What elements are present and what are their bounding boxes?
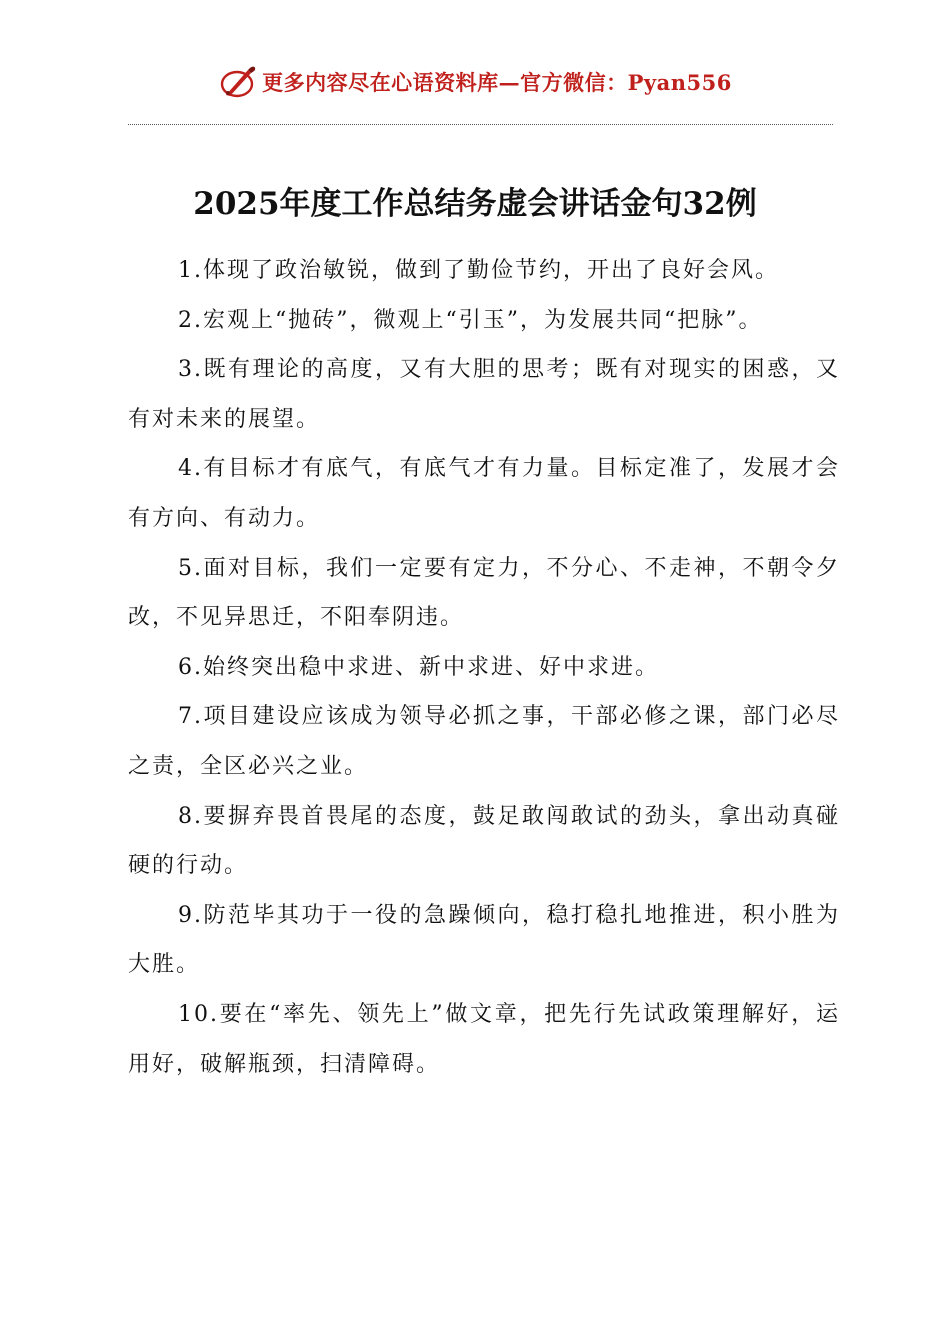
document-body <box>128 246 840 1089</box>
header-banner-text: 更多内容尽在心语资料库—官方微信：Pyan556 <box>262 70 732 95</box>
paragraph: 7.项目建设应该成为领导必抓之事，干部必修之课，部门必尽之责，全区必兴之业。 <box>128 704 840 779</box>
page-header <box>0 62 950 102</box>
paragraph: 1.体现了政治敏锐，做到了勤俭节约，开出了良好会风。 <box>178 258 779 283</box>
paragraph: 4.有目标才有底气，有底气才有力量。目标定准了，发展才会有方向、有动力。 <box>128 456 840 531</box>
paragraph: 2.宏观上“抛砖”，微观上“引玉”，为发展共同“把脉”。 <box>178 307 763 333</box>
document-title: 2025年度工作总结务虚会讲话金句32例 <box>193 186 757 222</box>
paragraph: 8.要摒弃畏首畏尾的态度，鼓足敢闯敢试的劲头，拿出动真碰硬的行动。 <box>128 803 840 879</box>
header-divider <box>128 124 833 125</box>
paragraph: 3.既有理论的高度，又有大胆的思考；既有对现实的困惑，又有对未来的展望。 <box>128 357 840 432</box>
paragraph: 6.始终突出稳中求进、新中求进、好中求进。 <box>178 654 659 680</box>
quill-pen-logo-icon <box>218 62 258 102</box>
paragraph: 10.要在“率先、领先上”做文章，把先行先试政策理解好，运用好，破解瓶颈，扫清障碍。 <box>128 1001 840 1077</box>
paragraph: 5.面对目标，我们一定要有定力，不分心、不走神，不朝令夕改，不见异思迁，不阳奉阴违。 <box>128 555 840 631</box>
paragraph: 9.防范毕其功于一役的急躁倾向，稳打稳扎地推进，积小胜为大胜。 <box>128 902 840 978</box>
